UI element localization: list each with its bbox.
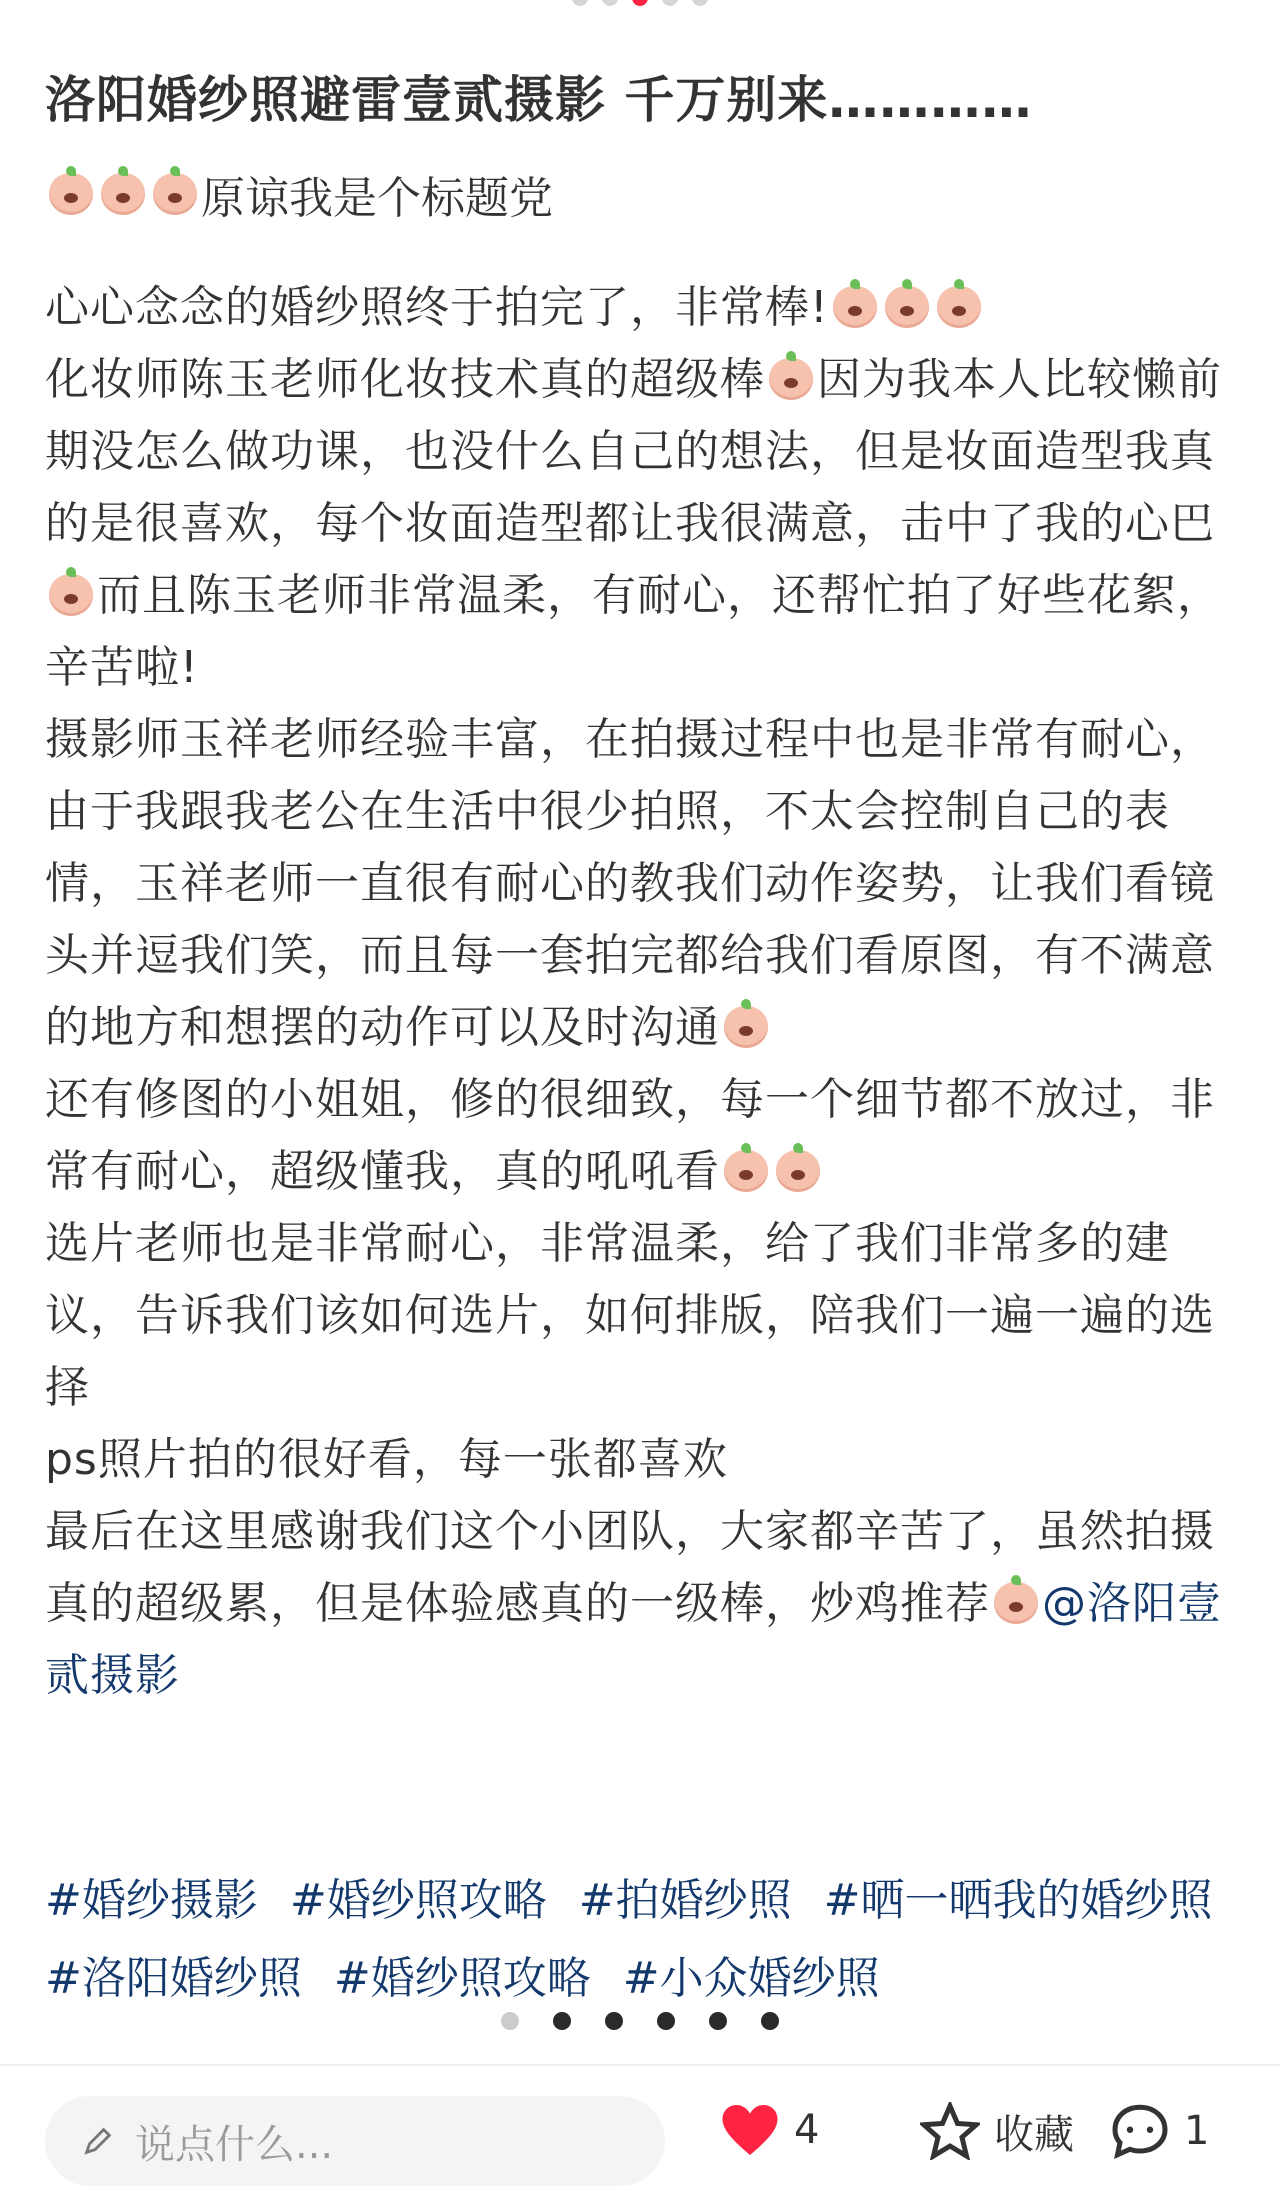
pager-dot[interactable] [605, 2012, 623, 2030]
peach-emoji-icon [153, 173, 197, 215]
paragraph-text: 因为我本人比较懒前期没怎么做功课，也没什么自己的想法，但是妆面造型我真的是很喜欢，每个妆面造型都让我很满意，击中了我的心巴 [45, 354, 1222, 549]
peach-emoji-icon [776, 1150, 820, 1192]
peach-emoji-icon [937, 286, 981, 328]
paragraph-5: 选片老师也是非常耐心，非常温柔，给了我们非常多的建议，告诉我们该如何选片，如何排版，陪我们一遍一遍的选择 [45, 1218, 1215, 1413]
post-body [45, 272, 1235, 1712]
peach-emoji-icon [49, 574, 93, 616]
pager-dot[interactable] [657, 2012, 675, 2030]
pager-dot[interactable] [761, 2012, 779, 2030]
mention-link[interactable]: @洛阳壹贰摄影 [45, 1578, 1222, 1701]
hashtag-link[interactable]: #小众婚纱照 [622, 1953, 880, 2004]
paragraph-text: 化妆师陈玉老师化妆技术真的超级棒 [45, 354, 765, 405]
peach-emoji-icon [833, 286, 877, 328]
paragraph-text: 最后在这里感谢我们这个小团队，大家都辛苦了，虽然拍摄真的超级累，但是体验感真的一级棒，炒鸡推荐 [45, 1506, 1215, 1629]
paragraph-text: 而且陈玉老师非常温柔，有耐心，还帮忙拍了好些花絮，辛苦啦! [45, 570, 1222, 693]
top-pager-dot [602, 0, 618, 6]
tag-list [45, 1862, 1245, 2018]
comment-button[interactable] [1110, 2102, 1209, 2160]
hashtag-link[interactable]: #婚纱摄影 [45, 1875, 258, 1926]
pager-dot[interactable] [709, 2012, 727, 2030]
hashtag-link[interactable]: #婚纱照攻略 [333, 1953, 591, 2004]
pager-dot-active[interactable] [501, 2012, 519, 2030]
image-pager [0, 2012, 1280, 2030]
divider [0, 2064, 1280, 2066]
paragraph-1 [45, 272, 1235, 344]
like-count: 4 [794, 2107, 820, 2153]
top-pager-dot [572, 0, 588, 6]
comment-placeholder: 说点什么... [135, 2121, 334, 2168]
post-subtitle [45, 162, 553, 226]
bottom-action-bar [0, 2092, 1280, 2172]
peach-emoji-icon [724, 1150, 768, 1192]
top-pager-dot [692, 0, 708, 6]
hashtag-link[interactable]: #晒一晒我的婚纱照 [823, 1875, 1213, 1926]
peach-emoji-icon [885, 286, 929, 328]
peach-emoji-icon [994, 1582, 1038, 1624]
paragraph-text: 心心念念的婚纱照终于拍完了，非常棒! [45, 282, 829, 333]
comment-count: 1 [1184, 2108, 1210, 2154]
comment-input[interactable] [45, 2096, 665, 2186]
pager-dot[interactable] [553, 2012, 571, 2030]
paragraph-3 [45, 704, 1235, 1064]
hashtag-link[interactable]: #婚纱照攻略 [289, 1875, 547, 1926]
paragraph-2 [45, 344, 1235, 704]
post-title: 洛阳婚纱照避雷壹贰摄影 千万别来………… [45, 71, 1033, 129]
peach-emoji-icon [49, 173, 93, 215]
top-pager-dot [662, 0, 678, 6]
subtitle-text: 原谅我是个标题党 [201, 173, 553, 224]
peach-emoji-icon [769, 358, 813, 400]
top-pager-dot-active [632, 0, 648, 6]
star-icon [920, 2102, 980, 2160]
favorite-button[interactable] [920, 2102, 1074, 2160]
hashtag-link[interactable]: #洛阳婚纱照 [45, 1953, 302, 2004]
top-pager [0, 0, 1280, 14]
heart-icon [720, 2102, 780, 2158]
paragraph-4 [45, 1064, 1235, 1208]
paragraph-text: 摄影师玉祥老师经验丰富，在拍摄过程中也是非常有耐心，由于我跟我老公在生活中很少拍照，不太会控制自己的表情，玉祥老师一直很有耐心的教我们动作姿势，让我们看镜头并逗我们笑，而且每一套拍完都给我们看原图，有不满意的地方和想摆的动作可以及时沟通 [45, 714, 1215, 1053]
peach-emoji-icon [724, 1006, 768, 1048]
paragraph-6: ps照片拍的很好看，每一张都喜欢 [45, 1434, 728, 1485]
paragraph-7 [45, 1496, 1235, 1712]
pencil-icon [81, 2124, 115, 2158]
paragraph-text: 还有修图的小姐姐，修的很细致，每一个细节都不放过，非常有耐心，超级懂我，真的吼吼看 [45, 1074, 1215, 1197]
comment-icon [1110, 2102, 1170, 2160]
favorite-label: 收藏 [994, 2111, 1074, 2158]
peach-emoji-icon [101, 173, 145, 215]
hashtag-link[interactable]: #拍婚纱照 [578, 1875, 792, 1926]
like-button[interactable] [720, 2102, 819, 2158]
